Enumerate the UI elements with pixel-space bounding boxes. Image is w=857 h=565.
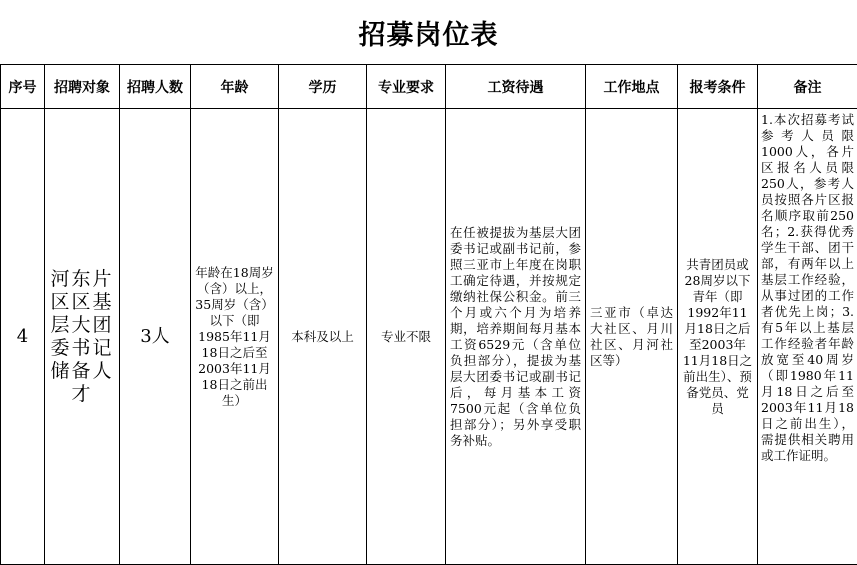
cell-target: 河东片区区基层大团委书记储备人才 — [45, 109, 120, 565]
header-education: 学历 — [279, 65, 367, 109]
header-notes: 备注 — [758, 65, 857, 109]
cell-education: 本科及以上 — [279, 109, 367, 565]
header-row — [1, 65, 857, 109]
cell-count: 3人 — [120, 109, 191, 565]
header-conditions: 报考条件 — [678, 65, 758, 109]
header-count: 招聘人数 — [120, 65, 191, 109]
table-row — [1, 109, 857, 565]
header-index: 序号 — [1, 65, 45, 109]
cell-salary: 在任被提拔为基层大团委书记或副书记前，参照三亚市上年度在岗职工确定待遇，并按规定缴纳社保公积金。前三个月或六个月为培养期，培养期间每月基本工资6529元（含单位负担部分），提拔为基层大团委书记或副书记后，每月基本工资7500元起（含单位负担部分）；另外享受职务补贴。 — [446, 109, 586, 565]
header-location: 工作地点 — [586, 65, 678, 109]
cell-conditions: 共青团员或28周岁以下青年（即1992年11月18日之后至2003年11月18日之前出生）、预备党员、党员 — [678, 109, 758, 565]
header-target: 招聘对象 — [45, 65, 120, 109]
cell-age: 年龄在18周岁（含）以上，35周岁（含）以下（即1985年11月18日之后至2003年11月18日之前出生） — [191, 109, 279, 565]
page-title: 招募岗位表 — [0, 0, 857, 64]
cell-major: 专业不限 — [367, 109, 446, 565]
header-major: 专业要求 — [367, 65, 446, 109]
cell-index: 4 — [1, 109, 45, 565]
cell-location: 三亚市（卓达大社区、月川社区、月河社区等） — [586, 109, 678, 565]
cell-notes: 1.本次招募考试参考人员限1000人，各片区报名人员限250人，参考人员按照各片区报名顺序取前250名；2.获得优秀学生干部、团干部，有两年以上基层工作经验，从事过团的工作者优先上岗；3.有5年以上基层工作经验者年龄放宽至40周岁（即1980年11月18日之后至2003年11月18日之前出生），需提供相关聘用或工作证明。 — [758, 109, 857, 565]
recruitment-table — [0, 64, 857, 565]
header-age: 年龄 — [191, 65, 279, 109]
header-salary: 工资待遇 — [446, 65, 586, 109]
